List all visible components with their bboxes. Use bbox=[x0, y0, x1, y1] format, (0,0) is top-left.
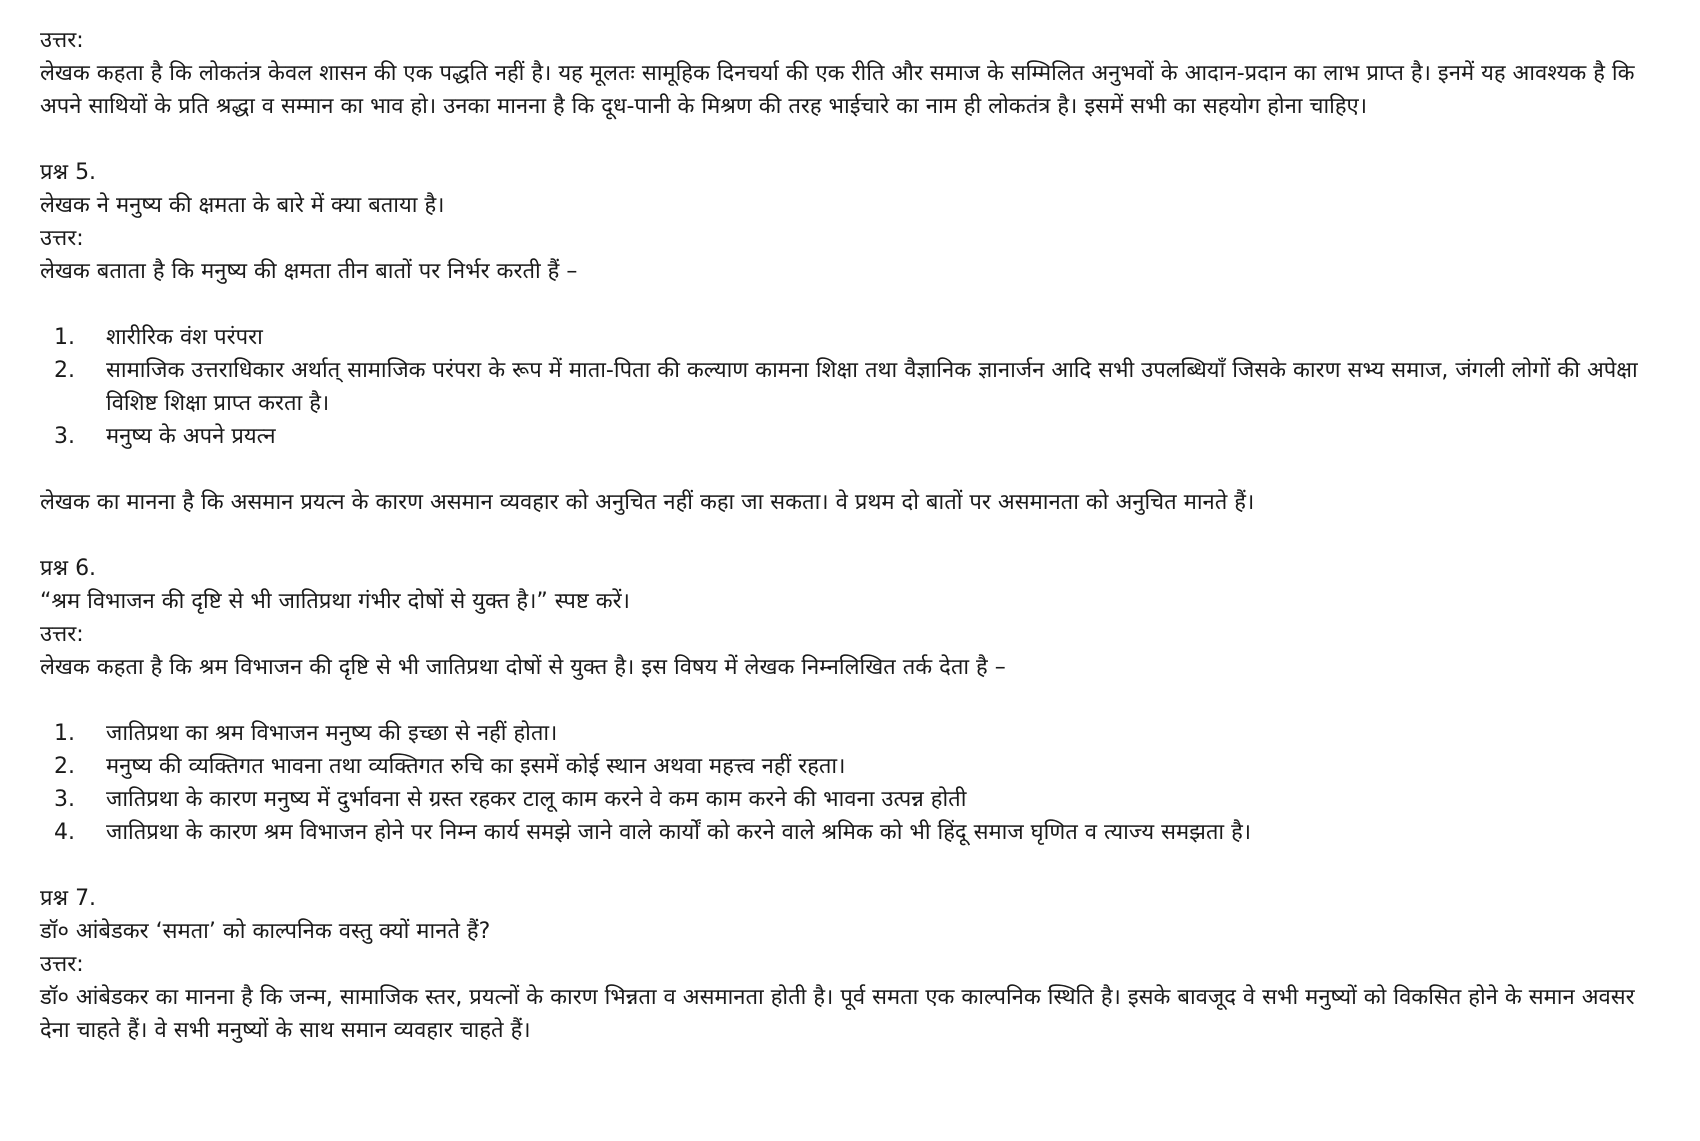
list-number: 2. bbox=[54, 358, 75, 383]
question-text: लेखक ने मनुष्य की क्षमता के बारे में क्या बताया है। bbox=[40, 193, 445, 218]
answer-outro: लेखक का मानना है कि असमान प्रयत्न के कारण असमान व्यवहार को अनुचित नहीं कहा जा सकता। वे प्रथम दो बातों पर असमानता को अनुचित मानते हैं। bbox=[40, 490, 1255, 515]
list-item-text: सामाजिक उत्तराधिकार अर्थात् सामाजिक परंपरा के रूप में माता-पिता की कल्याण कामना शिक्षा तथा वैज्ञानिक ज्ञानार्जन आदि सभी उपलब्धियाँ जिसके कारण सभ्य समाज, जंगली लोगों की अपेक्षा विशिष्ट शिक्षा प्राप्त करता है। bbox=[106, 358, 1638, 416]
question-6-block bbox=[40, 552, 1660, 849]
question-label: प्रश्न 6. bbox=[40, 556, 97, 581]
list-item bbox=[40, 783, 1660, 816]
numbered-list bbox=[40, 717, 1660, 849]
answer-intro: लेखक बताता है कि मनुष्य की क्षमता तीन बातों पर निर्भर करती हैं – bbox=[40, 259, 578, 284]
spacer bbox=[40, 288, 1660, 321]
spacer bbox=[40, 684, 1660, 717]
question-label: प्रश्न 5. bbox=[40, 160, 97, 185]
answer-label: उत्तर: bbox=[40, 622, 84, 647]
answer-label: उत्तर: bbox=[40, 226, 84, 251]
question-text: डॉ० आंबेडकर ‘समता’ को काल्पनिक वस्तु क्यों मानते हैं? bbox=[40, 919, 491, 944]
list-number: 3. bbox=[54, 424, 75, 449]
question-7-block bbox=[40, 882, 1660, 1047]
list-item bbox=[40, 816, 1660, 849]
list-item-text: जातिप्रथा के कारण मनुष्य में दुर्भावना से ग्रस्त रहकर टालू काम करने वे कम काम करने की भावना उत्पन्न होती bbox=[106, 787, 967, 812]
list-item-text: शारीरिक वंश परंपरा bbox=[106, 325, 263, 350]
answer-text: डॉ० आंबेडकर का मानना है कि जन्म, सामाजिक स्तर, प्रयत्नों के कारण भिन्नता व असमानता होती है। पूर्व समता एक काल्पनिक स्थिति है। इसके बावजूद वे सभी मनुष्यों को विकसित होने के समान अवसर देना चाहते हैं। वे सभी मनुष्यों के साथ समान व्यवहार चाहते हैं। bbox=[40, 985, 1635, 1043]
spacer bbox=[40, 849, 1660, 882]
list-item bbox=[40, 717, 1660, 750]
answer-text: लेखक कहता है कि लोकतंत्र केवल शासन की एक पद्धति नहीं है। यह मूलतः सामूहिक दिनचर्या की एक रीति और समाज के सम्मिलित अनुभवों के आदान-प्रदान का लाभ प्राप्त है। इनमें यह आवश्यक है कि अपने साथियों के प्रति श्रद्धा व सम्मान का भाव हो। उनका मानना है कि दूध-पानी के मिश्रण की तरह भाईचारे का नाम ही लोकतंत्र है। इसमें सभी का सहयोग होना चाहिए। bbox=[40, 61, 1635, 119]
list-number: 3. bbox=[54, 787, 75, 812]
spacer bbox=[40, 453, 1660, 486]
list-item-text: जातिप्रथा का श्रम विभाजन मनुष्य की इच्छा से नहीं होता। bbox=[106, 721, 558, 746]
spacer bbox=[40, 519, 1660, 552]
list-item bbox=[40, 420, 1660, 453]
list-number: 2. bbox=[54, 754, 75, 779]
list-item-text: मनुष्य की व्यक्तिगत भावना तथा व्यक्तिगत रुचि का इसमें कोई स्थान अथवा महत्त्व नहीं रहता। bbox=[106, 754, 846, 779]
answer-label: उत्तर: bbox=[40, 28, 84, 53]
list-item bbox=[40, 354, 1660, 420]
list-item-text: मनुष्य के अपने प्रयत्न bbox=[106, 424, 276, 449]
list-item-text: जातिप्रथा के कारण श्रम विभाजन होने पर निम्न कार्य समझे जाने वाले कार्यों को करने वाले श्रमिक को भी हिंदू समाज घृणित व त्याज्य समझता है। bbox=[106, 820, 1252, 845]
list-number: 4. bbox=[54, 820, 75, 845]
list-item bbox=[40, 750, 1660, 783]
question-label: प्रश्न 7. bbox=[40, 886, 97, 911]
question-text: “श्रम विभाजन की दृष्टि से भी जातिप्रथा गंभीर दोषों से युक्त है।” स्पष्ट करें। bbox=[40, 589, 630, 614]
list-item bbox=[40, 321, 1660, 354]
answer-label: उत्तर: bbox=[40, 952, 84, 977]
list-number: 1. bbox=[54, 721, 75, 746]
intro-answer-block bbox=[40, 24, 1660, 123]
numbered-list bbox=[40, 321, 1660, 453]
list-number: 1. bbox=[54, 325, 75, 350]
question-5-block bbox=[40, 156, 1660, 519]
spacer bbox=[40, 123, 1660, 156]
answer-intro: लेखक कहता है कि श्रम विभाजन की दृष्टि से भी जातिप्रथा दोषों से युक्त है। इस विषय में लेखक निम्नलिखित तर्क देता है – bbox=[40, 655, 1006, 680]
